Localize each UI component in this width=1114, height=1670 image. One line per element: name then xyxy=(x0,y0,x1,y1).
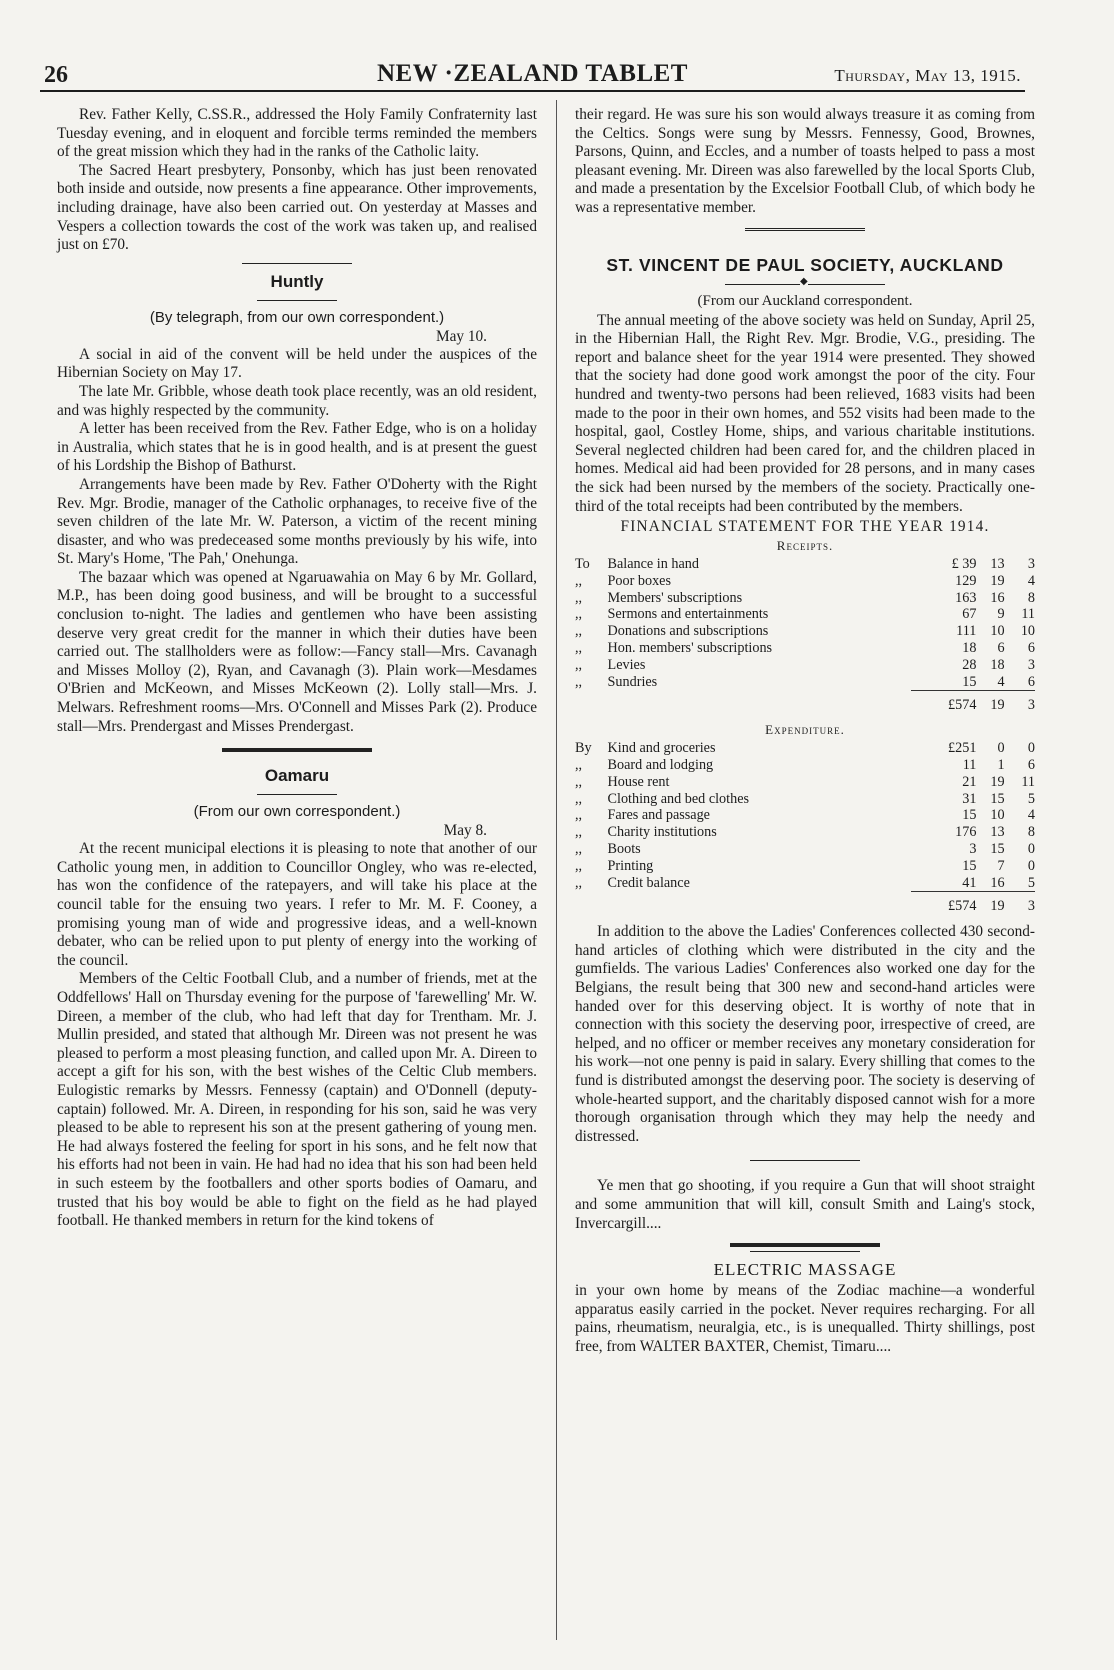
row-pounds: £ 39 xyxy=(951,556,977,573)
article-paragraph: The bazaar which was opened at Ngaruawahia on May 6 by Mr. Gollard, M.P., has been doing good business, and will be brought to a successful conclusion to-night. The ladies and gentlemen who have been assisting deserve very great credit for the manner in which their duties have been carried out. The stallholders were as follow:—Fancy stall—Mrs. Cavanagh and Misses Molloy (2), Ryan, and Cavanagh (3). Plain work—Mesdames O'Brien and McKeown, and Misses McKeown (2). Lolly stall—Mrs. J. Melwars. Refreshment rooms—Mrs. O'Connell and Misses Park (2). Produce stall—Mrs. Prendergast and Misses Prendergast. xyxy=(57,568,537,735)
row-prefix: ,, xyxy=(575,773,583,790)
row-prefix: ,, xyxy=(575,807,583,824)
row-pounds: 21 xyxy=(962,773,977,790)
row-label: Sundries xyxy=(607,673,658,690)
row-shillings: 18 xyxy=(990,656,1005,673)
receipts-heading: Receipts. xyxy=(776,538,834,554)
row-prefix: ,, xyxy=(575,757,583,774)
row-pounds: 11 xyxy=(962,757,977,774)
article-paragraph: Rev. Father Kelly, C.SS.R., addressed the Holy Family Confraternity last Tuesday evening, and in eloquent and forcible terms reminded the members of the great mission which they had in the ranks of the Catholic laity. xyxy=(57,106,537,161)
row-pounds: 111 xyxy=(956,623,977,640)
section-heading-svp: ST. VINCENT DE PAUL SOCIETY, AUCKLAND xyxy=(606,254,1004,275)
row-shillings: 9 xyxy=(997,606,1005,623)
row-label: Balance in hand xyxy=(607,556,699,573)
row-label: Poor boxes xyxy=(607,572,671,589)
row-pounds: 28 xyxy=(962,656,977,673)
row-pence: 5 xyxy=(1027,790,1035,807)
receipts-table xyxy=(575,556,1035,690)
dateline: May 10. xyxy=(436,327,487,345)
row-pence: 8 xyxy=(1027,589,1035,606)
article-paragraph: A letter has been received from the Rev. Father Edge, who is on a holiday in Australia, which states that he is in good health, and is at present the guest of his Lordship the Bishop of Bathurst. xyxy=(57,420,537,475)
finance-row xyxy=(575,824,1035,841)
total-pence: 3 xyxy=(1005,691,1035,714)
row-label: Members' subscriptions xyxy=(607,589,743,606)
article-paragraph: A social in aid of the convent will be held under the auspices of the Hibernian Society on May 17. xyxy=(57,345,537,382)
row-shillings: 19 xyxy=(990,572,1005,589)
row-label: Donations and subscriptions xyxy=(607,623,769,640)
left-column xyxy=(57,106,537,1231)
gun-advertisement: Ye men that go shooting, if you require a Gun that will shoot straight and some ammunition that will kill, consult Smith and Laing's stock, Invercargill.... xyxy=(575,1177,1035,1232)
row-prefix: ,, xyxy=(575,673,583,690)
row-pounds: 129 xyxy=(955,572,977,589)
row-shillings: 13 xyxy=(990,824,1005,841)
section-rule xyxy=(730,1243,880,1247)
row-label: Board and lodging xyxy=(607,757,714,774)
section-rule xyxy=(750,1160,860,1161)
byline: (By telegraph, from our own correspondent.) xyxy=(149,308,445,326)
heading-underline xyxy=(725,284,885,285)
row-shillings: 7 xyxy=(997,857,1005,874)
total-shillings: 19 xyxy=(976,892,1004,915)
row-prefix: ,, xyxy=(575,874,583,891)
row-pounds: 15 xyxy=(962,673,977,690)
article-paragraph: At the recent municipal elections it is pleasing to note that another of our Catholic young men, in addition to Councillor Ongley, who was re-elected, has won the confidence of the ratepayers, and will take his place at the council table for the ensuing two years. I refer to Mr. M. F. Cooney, a promising young man of wide and progressive ideas, and a well-known debater, who can be relied upon to put plenty of energy into the working of the council. xyxy=(57,840,537,969)
financial-statement-title: FINANCIAL STATEMENT FOR THE YEAR 1914. xyxy=(620,518,990,536)
row-pounds: 3 xyxy=(969,841,977,858)
row-label: Printing xyxy=(607,857,654,874)
row-prefix: ,, xyxy=(575,857,583,874)
massage-advertisement: in your own home by means of the Zodiac machine—a wonderful apparatus easily carried in the pocket. Never requires recharging. For all pains, rheumatism, neuralgia, etc., is is unequalled. Thirty shillings, post free, from WALTER BAXTER, Chemist, Timaru.... xyxy=(575,1282,1035,1355)
dateline: May 8. xyxy=(443,822,487,840)
row-label: Credit balance xyxy=(607,874,690,891)
article-paragraph: The Sacred Heart presbytery, Ponsonby, which has just been renovated both inside and outside, now presents a fine appearance. Other improvements, including drainage, have also been carried out. On yesterday at Masses and Vespers a collection towards the cost of the work was taken up, and realised just on £70. xyxy=(57,161,537,254)
row-shillings: 16 xyxy=(990,589,1005,606)
row-shillings: 0 xyxy=(997,740,1005,757)
total-pounds: £574 xyxy=(911,892,976,915)
issue-date: Thursday, May 13, 1915. xyxy=(834,66,1021,85)
finance-row xyxy=(575,573,1035,590)
row-prefix: ,, xyxy=(575,656,583,673)
finance-row xyxy=(575,556,1035,573)
total-shillings: 19 xyxy=(976,691,1004,714)
row-label: Hon. members' subscriptions xyxy=(607,640,773,657)
row-shillings: 16 xyxy=(990,874,1005,891)
finance-row xyxy=(575,623,1035,640)
row-pence: 11 xyxy=(1021,606,1035,623)
row-prefix: ,, xyxy=(575,640,583,657)
row-shillings: 4 xyxy=(997,673,1005,690)
byline: (From our Auckland correspondent. xyxy=(697,292,913,309)
row-pence: 0 xyxy=(1027,857,1035,874)
row-prefix: ,, xyxy=(575,606,583,623)
finance-row xyxy=(575,757,1035,774)
row-prefix: ,, xyxy=(575,589,583,606)
article-paragraph: The annual meeting of the above society was held on Sunday, April 25, in the Hibernian Hall, the Right Rev. Mgr. Brodie, V.G., presiding. The report and balance sheet for the year 1914 were presented. They showed that the society had done good work amongst the poor of the city. Four hundred and twenty-two persons had been relieved, 1683 visits had been made to the poor in their own homes, and 552 visits had been made to the hospital, gaol, Costley Home, ships, and various charitable institutions. Several neglected children had been cared for, and the children placed in homes. Medical aid had been provided for 28 persons, and in many cases the sick had been nursed by the members of the society. Practically one-third of the total receipts had been contributed by the members. xyxy=(575,311,1035,515)
row-label: Boots xyxy=(607,841,641,858)
row-pence: 0 xyxy=(1027,740,1035,757)
expenditure-table xyxy=(575,740,1035,891)
row-label: Levies xyxy=(607,656,646,673)
row-pounds: 176 xyxy=(955,824,977,841)
row-label: Charity institutions xyxy=(607,824,717,841)
row-pence: 4 xyxy=(1027,572,1035,589)
row-pence: 11 xyxy=(1021,773,1035,790)
section-rule xyxy=(222,748,372,752)
row-label: Sermons and entertainments xyxy=(607,606,769,623)
row-label: Fares and passage xyxy=(607,807,710,824)
row-prefix: ,, xyxy=(575,790,583,807)
finance-row xyxy=(575,640,1035,657)
expenditure-heading: Expenditure. xyxy=(765,722,845,738)
column-divider xyxy=(556,100,557,1640)
row-pounds: 15 xyxy=(962,857,977,874)
article-paragraph: In addition to the above the Ladies' Conferences collected 430 second-hand articles of clothing which were distributed in the city and the gumfields. The various Ladies' Conferences also worked one day for the Belgians, the result being that 300 new and second-hand articles were handed over for this deserving object. It is worthy of note that in connection with this society the deserving poor, irrespective of creed, are helped, and no officer or member receives any monetary consideration for his work—not one penny is paid in salary. Every shilling that comes to the fund is distributed amongst the deserving poor. The society is deserving of whole-hearted support, and the charitably disposed cannot wish for a more thorough organisation through which they may help the needy and distressed. xyxy=(575,923,1035,1145)
row-pence: 4 xyxy=(1027,807,1035,824)
article-paragraph: The late Mr. Gribble, whose death took place recently, was an old resident, and was highly respected by the community. xyxy=(57,382,537,419)
masthead xyxy=(40,60,1025,92)
section-rule xyxy=(750,1251,860,1252)
row-pounds: £251 xyxy=(948,740,977,757)
finance-row xyxy=(575,791,1035,808)
row-pounds: 31 xyxy=(962,790,977,807)
row-pence: 6 xyxy=(1027,673,1035,690)
row-shillings: 15 xyxy=(990,790,1005,807)
finance-row xyxy=(575,657,1035,674)
row-label: Clothing and bed clothes xyxy=(607,790,750,807)
finance-row xyxy=(575,606,1035,623)
row-pence: 3 xyxy=(1027,556,1035,573)
newspaper-title: NEW ·ZEALAND TABLET xyxy=(377,60,688,87)
finance-row xyxy=(575,740,1035,757)
section-heading-oamaru: Oamaru xyxy=(264,766,330,786)
row-prefix: ,, xyxy=(575,824,583,841)
article-paragraph: Arrangements have been made by Rev. Father O'Doherty with the Right Rev. Mgr. Brodie, manager of the Catholic orphanages, to receive five of the seven children of the late Mr. W. Paterson, a victim of the recent mining disaster, and who was predeceased some months previously by his wife, into St. Mary's Home, 'The Pah,' Onehunga. xyxy=(57,475,537,568)
row-label: House rent xyxy=(607,773,670,790)
finance-row xyxy=(575,875,1035,892)
section-rule xyxy=(745,228,865,233)
article-paragraph: Members of the Celtic Football Club, and a number of friends, met at the Oddfellows' Hall on Thursday evening for the purpose of 'farewelling' Mr. W. Direen, a member of the club, who had left that day for Trentham. Mr. J. Mullin presided, and stated that although Mr. Direen was not present he was pleased to perform a most pleasing function, and called upon Mr. A. Direen to accept a gift for his son, with the best wishes of the Celtic Club members. Eulogistic remarks by Messrs. Fennessy (captain) and O'Donnell (deputy-captain) followed. Mr. A. Direen, in responding for his son, said he was very pleased to be able to represent his son at the present gathering of young men. He had always fostered the feeling for sport in his sons, and he felt now that his efforts had not been in vain. He had had no idea that his son had been held in such esteem by the footballers and other sports bodies of Oamaru, and trusted that his boy would be able to fight on the field as he had played football. He thanked members in return for the kind tokens of xyxy=(57,970,537,1230)
row-pence: 6 xyxy=(1027,757,1035,774)
section-rule xyxy=(242,263,352,264)
finance-row xyxy=(575,841,1035,858)
row-shillings: 19 xyxy=(990,773,1005,790)
heading-underline xyxy=(257,300,337,301)
finance-row xyxy=(575,674,1035,691)
row-pence: 8 xyxy=(1027,824,1035,841)
total-pounds: £574 xyxy=(911,691,976,714)
finance-row xyxy=(575,807,1035,824)
row-prefix: By xyxy=(575,740,592,757)
row-prefix: ,, xyxy=(575,572,583,589)
row-pence: 0 xyxy=(1027,841,1035,858)
row-pence: 5 xyxy=(1027,874,1035,891)
row-pounds: 41 xyxy=(962,874,977,891)
row-shillings: 15 xyxy=(990,841,1005,858)
row-shillings: 13 xyxy=(990,556,1005,573)
right-column xyxy=(575,106,1035,1357)
byline: (From our own correspondent.) xyxy=(193,803,401,821)
row-shillings: 10 xyxy=(990,807,1005,824)
row-shillings: 10 xyxy=(990,623,1005,640)
section-heading-huntly: Huntly xyxy=(270,271,324,291)
row-pence: 6 xyxy=(1027,640,1035,657)
row-pounds: 163 xyxy=(955,589,977,606)
article-paragraph: their regard. He was sure his son would always treasure it as coming from the Celtics. Songs were sung by Messrs. Fennessy, Good, Brownes, Parsons, Quinn, and Eccles, and a number of toasts helped to pass a most pleasant evening. Mr. Direen was also farewelled by the local Sports Club, and made a presentation by the Excelsior Football Club, of which body he was a representative member. xyxy=(575,106,1035,216)
row-pence: 3 xyxy=(1027,656,1035,673)
row-label: Kind and groceries xyxy=(607,740,716,757)
row-pounds: 67 xyxy=(962,606,977,623)
finance-row xyxy=(575,590,1035,607)
row-pounds: 18 xyxy=(962,640,977,657)
row-shillings: 1 xyxy=(997,757,1005,774)
total-pence: 3 xyxy=(1005,892,1035,915)
row-prefix: ,, xyxy=(575,623,583,640)
row-prefix: ,, xyxy=(575,841,583,858)
receipts-total xyxy=(575,690,1035,714)
row-pounds: 15 xyxy=(962,807,977,824)
finance-row xyxy=(575,858,1035,875)
heading-underline xyxy=(257,794,337,795)
row-pence: 10 xyxy=(1020,623,1035,640)
row-prefix: To xyxy=(575,556,590,573)
page-number: 26 xyxy=(44,62,68,88)
advertisement-heading: ELECTRIC MASSAGE xyxy=(713,1260,897,1280)
finance-row xyxy=(575,774,1035,791)
row-shillings: 6 xyxy=(997,640,1005,657)
expenditure-total xyxy=(575,891,1035,915)
